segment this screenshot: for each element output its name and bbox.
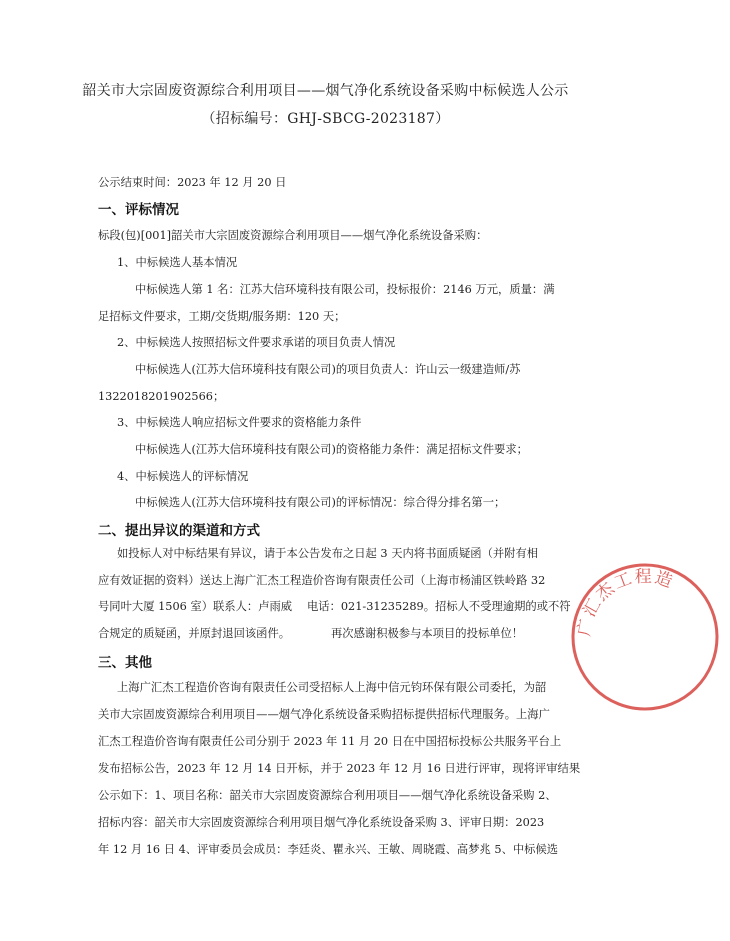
objection-line3: 号同叶大厦 1506 室）联系人：卢雨威 电话：021-31235289。招标人不受理逾期的或不符: [98, 600, 571, 613]
objection-line4a: 合规定的质疑函，并原封退回该函件。: [98, 627, 291, 640]
document-title: 韶关市大宗固废资源综合利用项目——烟气净化系统设备采购中标候选人公示: [82, 83, 569, 99]
objection-line1: 如投标人对中标结果有异议，请于本公告发布之日起 3 天内将书面质疑函（并附有相: [117, 547, 539, 560]
seal-text: 广汇杰工程造: [574, 566, 677, 638]
section2-heading: 二、提出异议的渠道和方式: [98, 523, 260, 539]
item3-line1: 中标候选人(江苏大信环境科技有限公司)的资格能力条件：满足招标文件要求；: [135, 443, 528, 456]
item1-line1: 中标候选人第 1 名：江苏大信环境科技有限公司，投标报价：2146 万元，质量：满: [135, 283, 555, 296]
other-line3: 汇杰工程造价咨询有限责任公司分别于 2023 年 11 月 20 日在中国招标投标公共服务平台上: [98, 735, 562, 748]
item1-line2: 足招标文件要求，工期/交货期/服务期：120 天；: [98, 310, 346, 323]
objection-line4b: 再次感谢积极参与本项目的投标单位！: [331, 627, 524, 640]
item4-line1: 中标候选人(江苏大信环境科技有限公司)的评标情况：综合得分排名第一；: [135, 496, 506, 509]
item1-title: 1、中标候选人基本情况: [117, 256, 238, 269]
other-line4: 发布招标公告，2023 年 12 月 14 日开标，并于 2023 年 12 月 16 日进行评审，现将评审结果: [98, 762, 581, 775]
other-line7: 年 12 月 16 日 4、评审委员会成员：李廷炎、瞿永兴、王敏、周晓霞、高梦兆 5、中标候选: [98, 843, 559, 856]
item2-line2: 1322018201902566；: [98, 390, 225, 403]
item4-title: 4、中标候选人的评标情况: [117, 470, 249, 483]
item2-line1: 中标候选人(江苏大信环境科技有限公司)的项目负责人：许山云一级建造师/苏: [135, 363, 521, 376]
section1-heading: 一、评标情况: [98, 202, 179, 218]
item2-title: 2、中标候选人按照招标文件要求承诺的项目负责人情况: [117, 336, 396, 349]
other-line6: 招标内容：韶关市大宗固废资源综合利用项目烟气净化系统设备采购 3、评审日期：2023: [98, 816, 545, 829]
item3-title: 3、中标候选人响应招标文件要求的资格能力条件: [117, 416, 362, 429]
section3-heading: 三、其他: [98, 655, 152, 671]
bid-number: （招标编号：GHJ-SBCG-2023187）: [201, 111, 450, 127]
other-line1: 上海广汇杰工程造价咨询有限责任公司受招标人上海中信元钧环保有限公司委托，为韶: [117, 681, 547, 694]
package-line: 标段(包)[001]韶关市大宗固废资源综合利用项目——烟气净化系统设备采购：: [98, 229, 488, 242]
objection-line2: 应有效证据的资料）送达上海广汇杰工程造价咨询有限责任公司（上海市杨浦区铁岭路 32: [98, 574, 546, 587]
end-time: 公示结束时间：2023 年 12 月 20 日: [98, 176, 287, 189]
other-line2: 关市大宗固废资源综合利用项目——烟气净化系统设备采购招标提供招标代理服务。上海广: [98, 708, 550, 721]
company-seal-stamp: [560, 552, 730, 722]
other-line5: 公示如下：1、项目名称：韶关市大宗固废资源综合利用项目——烟气净化系统设备采购 2、: [98, 789, 557, 802]
